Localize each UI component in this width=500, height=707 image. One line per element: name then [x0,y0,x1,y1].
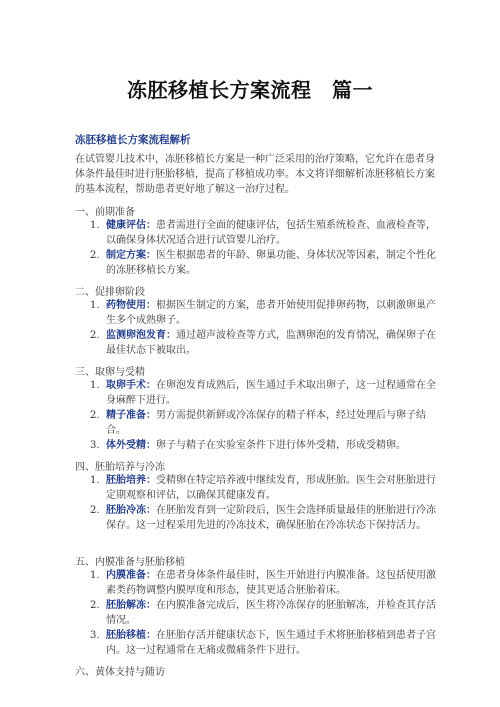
list-item [90,298,437,328]
item-text: 在内膜准备完成后，医生将冷冻保存的胚胎解冻，并检查其存活情况。 [106,600,436,626]
item-number: 1. [90,475,100,486]
section-heading: 六、黄体支持与随访 [75,667,165,678]
item-term: 精子准备： [106,410,156,421]
list-item [90,328,437,358]
item-number: 3. [90,630,100,641]
item-text: 在胚胎存活并健康状态下，医生通过手术将胚胎移植到患者子宫内。这一过程通常在无痛或微痛条件下进行。 [106,630,436,656]
item-term: 药物使用： [106,300,156,311]
item-term: 胚胎冷冻： [106,505,156,516]
list-item [90,598,437,628]
item-term: 内膜准备： [106,570,156,581]
section-subtitle: 冻胚移植长方案流程解析 [75,134,191,146]
item-term: 健康评估： [106,220,156,231]
item-number: 2. [90,410,100,421]
item-term: 体外受精： [106,440,156,451]
list-item [90,248,437,278]
item-text: 通过超声波检查等方式，监测卵泡的发育情况，确保卵子在最佳状态下被取出。 [106,330,436,356]
item-number: 2. [90,250,100,261]
item-text: 根据医生制定的方案，患者开始使用促排卵药物，以刺激卵巢产生多个成熟卵子。 [106,300,436,326]
list-item [90,378,437,408]
item-text: 男方需提供新鲜或冷冻保存的精子样本，经过处理后与卵子结合。 [106,410,426,436]
item-term: 制定方案： [106,250,156,261]
list-item [90,503,437,533]
section-heading: 三、取卵与受精 [75,367,145,378]
page-title: 冻胚移植长方案流程 篇一 [127,78,373,102]
item-number: 2. [90,600,100,611]
item-term: 取卵手术： [106,380,156,391]
item-text: 医生根据患者的年龄、卵巢功能、身体状况等因素，制定个性化的冻胚移植长方案。 [106,250,436,276]
item-text: 在卵泡发育成熟后，医生通过手术取出卵子，这一过程通常在全身麻醉下进行。 [106,380,436,406]
list-item [90,628,437,658]
item-text: 在患者身体条件最佳时，医生开始进行内膜准备。这包括使用激素类药物调整内膜厚度和形态，使其更适合胚胎着床。 [106,570,436,596]
item-term: 胚胎移植： [106,630,156,641]
item-number: 1. [90,220,100,231]
item-number: 2. [90,505,100,516]
list-item [90,218,437,248]
item-text: 卵子与精子在实验室条件下进行体外受精，形成受精卵。 [156,440,406,451]
item-term: 胚胎解冻： [106,600,156,611]
item-text: 在胚胎发育到一定阶段后，医生会选择质量最佳的胚胎进行冷冻保存。这一过程采用先进的冷冻技术，确保胚胎在冷冻状态下保持活力。 [106,505,436,531]
item-term: 胚胎培养： [106,475,156,486]
section-heading: 一、前期准备 [75,207,135,218]
section-heading: 四、胚胎培养与冷冻 [75,462,165,473]
item-text: 患者需进行全面的健康评估，包括生殖系统检查、血液检查等，以确保身体状况适合进行试管婴儿治疗。 [106,220,436,246]
intro-paragraph: 在试管婴儿技术中，冻胚移植长方案是一种广泛采用的治疗策略，它允许在患者身体条件最佳时进行胚胎移植，提高了移植成功率。本文将详细解析冻胚移植长方案的基本流程，帮助患者更好地了解这一治疗过程。 [75,154,435,195]
item-text: 受精卵在特定培养液中继续发育，形成胚胎。医生会对胚胎进行定期观察和评估，以确保其健康发育。 [106,475,436,501]
section-heading: 五、内膜准备与胚胎移植 [75,557,185,568]
item-number: 3. [90,440,100,451]
item-number: 1. [90,380,100,391]
item-number: 2. [90,330,100,341]
list-item [90,438,437,453]
list-item [90,568,437,598]
section-heading: 二、促排卵阶段 [75,287,145,298]
item-number: 1. [90,300,100,311]
list-item [90,408,437,438]
item-number: 1. [90,570,100,581]
item-term: 监测卵泡发育： [106,330,176,341]
list-item [90,473,437,503]
